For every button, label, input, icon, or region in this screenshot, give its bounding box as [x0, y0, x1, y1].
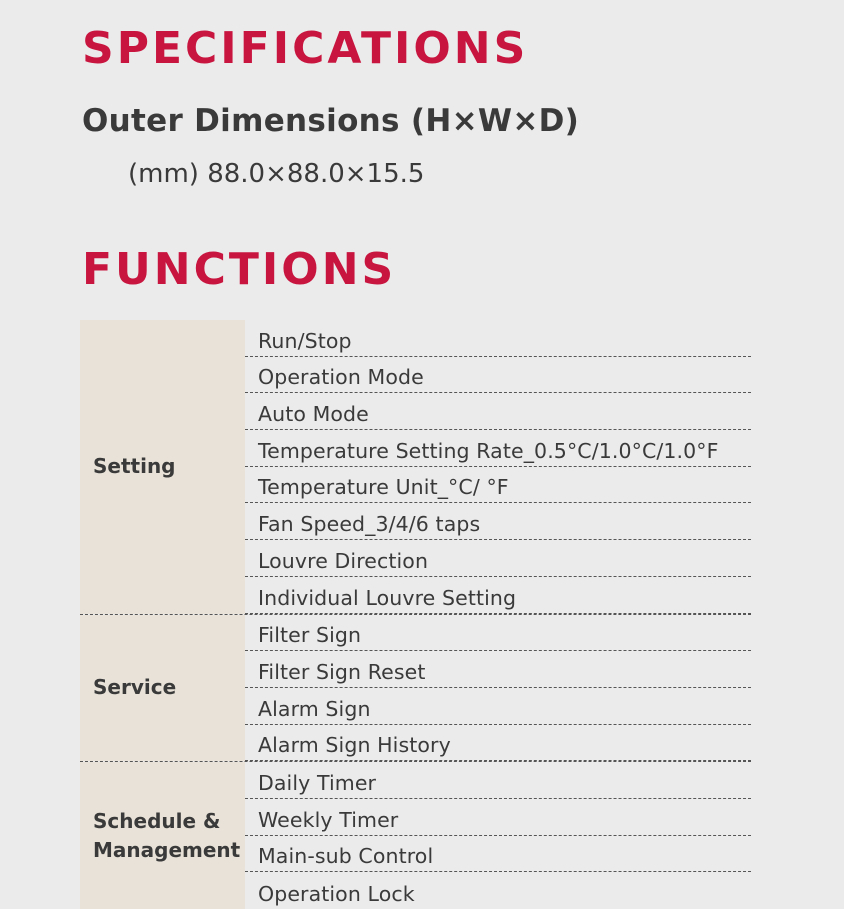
function-list — [245, 320, 751, 614]
function-list — [245, 762, 751, 909]
function-item: Temperature Unit_°C/ °F — [245, 467, 751, 504]
category-label: Schedule & Management — [80, 762, 245, 909]
function-item: Individual Louvre Setting — [245, 577, 751, 614]
function-item: Operation Mode — [245, 357, 751, 394]
outer-dimensions-heading: Outer Dimensions (H×W×D) — [82, 103, 580, 139]
functions-title: FUNCTIONS — [82, 244, 397, 295]
function-item: Alarm Sign History — [245, 725, 751, 762]
function-item: Temperature Setting Rate_0.5°C/1.0°C/1.0°F — [245, 430, 751, 467]
function-group-schedule-management — [80, 761, 751, 909]
function-item: Daily Timer — [245, 762, 751, 799]
function-group-service — [80, 614, 751, 762]
functions-table — [80, 320, 751, 909]
function-list — [245, 615, 751, 762]
function-item: Auto Mode — [245, 393, 751, 430]
function-item: Filter Sign Reset — [245, 651, 751, 688]
function-item: Weekly Timer — [245, 799, 751, 836]
function-item: Fan Speed_3/4/6 taps — [245, 503, 751, 540]
category-label: Service — [80, 615, 245, 762]
function-item: Run/Stop — [245, 320, 751, 357]
function-item: Louvre Direction — [245, 540, 751, 577]
function-item: Main-sub Control — [245, 836, 751, 873]
outer-dimensions-value: (mm) 88.0×88.0×15.5 — [128, 159, 425, 189]
function-group-setting — [80, 320, 751, 614]
function-item: Operation Lock — [258, 882, 415, 906]
category-label: Setting — [80, 320, 245, 614]
function-item: Alarm Sign — [245, 688, 751, 725]
specifications-title: SPECIFICATIONS — [82, 23, 529, 74]
function-item: Filter Sign — [245, 615, 751, 652]
